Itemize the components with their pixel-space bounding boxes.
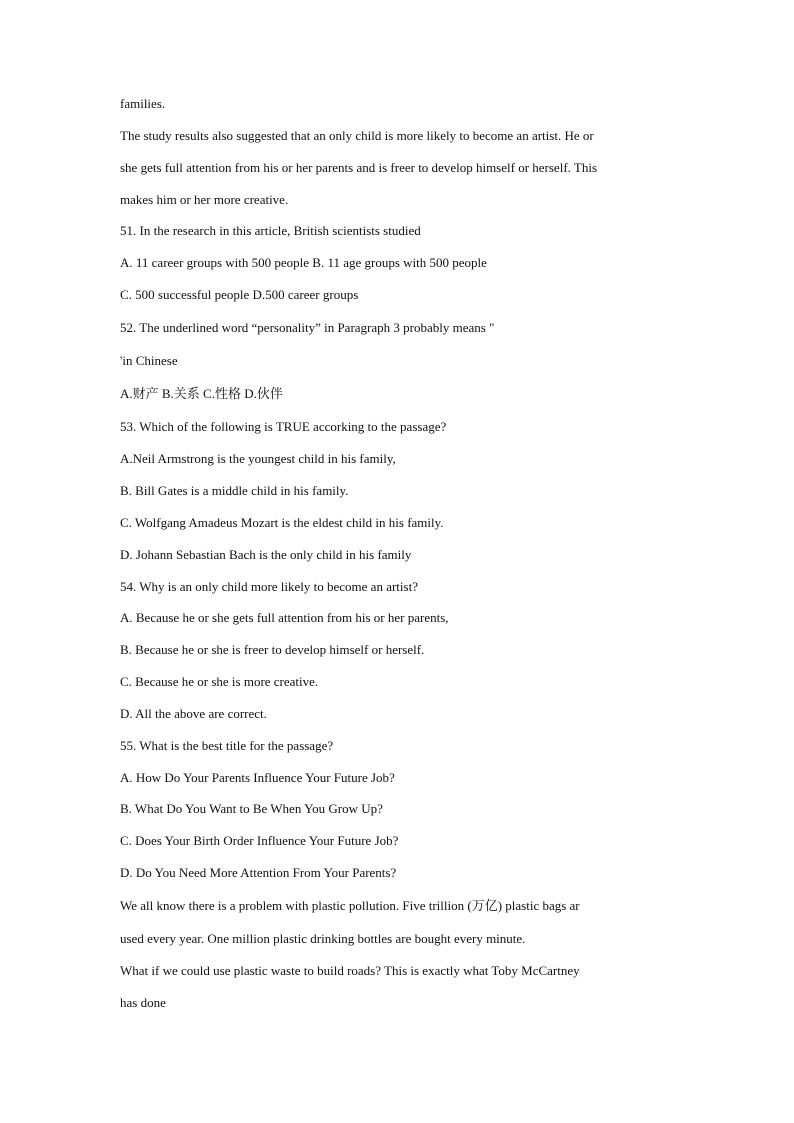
option-line: C. Wolfgang Amadeus Mozart is the eldest child in his family. — [120, 515, 444, 530]
option-line: A. How Do Your Parents Influence Your Future Job? — [120, 770, 395, 785]
option-line: C. Does Your Birth Order Influence Your Future Job? — [120, 833, 399, 848]
question-55: 55. What is the best title for the passage? — [120, 738, 334, 753]
option-line: B. What Do You Want to Be When You Grow Up? — [120, 801, 383, 816]
option-line: B. Bill Gates is a middle child in his family. — [120, 483, 349, 498]
text-line: used every year. One million plastic drinking bottles are bought every minute. — [120, 931, 526, 946]
text-line: has done — [120, 995, 166, 1010]
text-line: families. — [120, 96, 166, 111]
text-line: What if we could use plastic waste to build roads? This is exactly what Toby McCartney — [120, 963, 580, 978]
text-line: 'in Chinese — [120, 353, 178, 368]
question-51: 51. In the research in this article, British scientists studied — [120, 223, 421, 238]
option-line: C. 500 successful people D.500 career groups — [120, 287, 359, 302]
text-line: The study results also suggested that an only child is more likely to become an artist. He or — [120, 128, 594, 143]
question-54: 54. Why is an only child more likely to become an artist? — [120, 579, 418, 594]
option-line: B. Because he or she is freer to develop himself or herself. — [120, 642, 425, 657]
option-line: A.Neil Armstrong is the youngest child in his family, — [120, 451, 396, 466]
option-line: A.财产 B.关系 C.性格 D.伙伴 — [120, 386, 283, 401]
option-line: D. Do You Need More Attention From Your Parents? — [120, 865, 397, 880]
option-line: A. 11 career groups with 500 people B. 11 age groups with 500 people — [120, 255, 487, 270]
question-53: 53. Which of the following is TRUE accorking to the passage? — [120, 419, 447, 434]
option-line: C. Because he or she is more creative. — [120, 674, 319, 689]
question-52: 52. The underlined word “personality” in Paragraph 3 probably means " — [120, 320, 495, 335]
text-line: she gets full attention from his or her parents and is freer to develop himself or herself. This — [120, 160, 598, 175]
option-line: A. Because he or she gets full attention from his or her parents, — [120, 610, 449, 625]
text-line: makes him or her more creative. — [120, 192, 289, 207]
text-line: We all know there is a problem with plastic pollution. Five trillion (万亿) plastic bags ar — [120, 898, 580, 913]
option-line: D. All the above are correct. — [120, 706, 267, 721]
option-line: D. Johann Sebastian Bach is the only child in his family — [120, 547, 412, 562]
